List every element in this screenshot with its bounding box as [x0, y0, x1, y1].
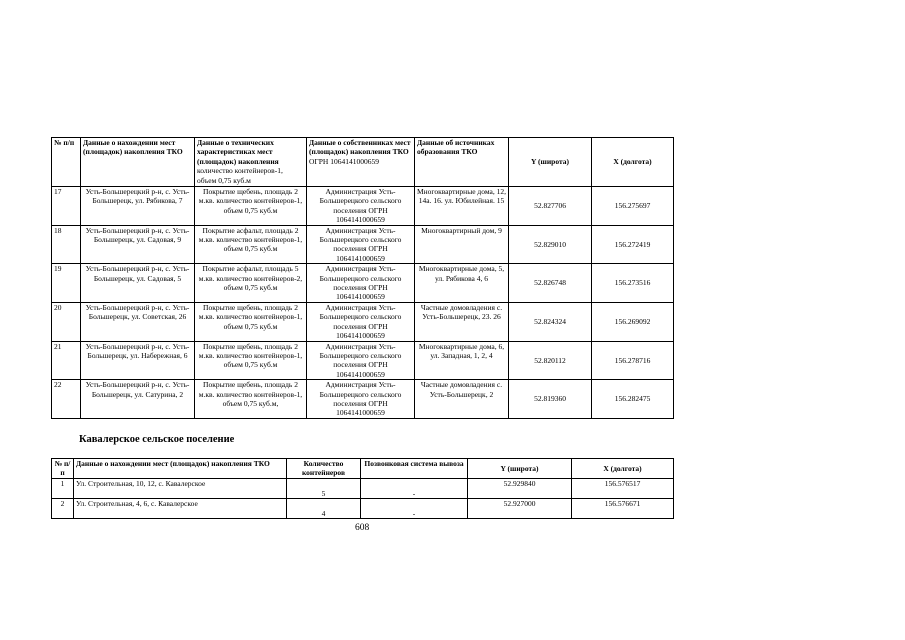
cell-owners: Администрация Усть-Большерецкого сельского поселения ОГРН 1064141000659: [307, 264, 415, 303]
cell-lat: 52.824324: [509, 302, 592, 341]
header-tech-label: Данные о технических характеристиках мест (площадок) накопления: [197, 138, 279, 166]
cell-location: Ул. Строительная, 10, 12, с. Кавалерское: [74, 479, 287, 499]
cell-tech: Покрытие щебень, площадь 2 м.кв. количество контейнеров-1, объем 0,75 куб.м: [195, 302, 307, 341]
cell-tech: Покрытие асфальт, площадь 5 м.кв. количество контейнеров-2, объем 0,75 куб.м: [195, 264, 307, 303]
table-row: [52, 479, 674, 499]
cell-lon: 156.275697: [592, 187, 674, 226]
table-header-row: [52, 138, 674, 187]
page-number: 608: [355, 523, 370, 533]
cell-num: 17: [52, 187, 81, 226]
cell-location: Усть-Большерецкий р-н, с. Усть-Большерецк, ул. Сатурина, 2: [81, 380, 195, 419]
table-row: [52, 187, 674, 226]
header-lat: Y (широта): [509, 138, 592, 187]
header-lat: Y (широта): [468, 459, 572, 479]
cell-num: 1: [52, 479, 74, 499]
cell-system: -: [361, 479, 468, 499]
cell-tech: Покрытие щебень, площадь 2 м.кв. количество контейнеров-1, объем 0,75 куб.м: [195, 187, 307, 226]
cell-num: 2: [52, 499, 74, 519]
cell-num: 19: [52, 264, 81, 303]
cell-lat: 52.827706: [509, 187, 592, 226]
cell-location: Усть-Большерецкий р-н, с. Усть-Большерецк, ул. Садовая, 5: [81, 264, 195, 303]
cell-location: Усть-Большерецкий р-н, с. Усть-Большерецк, ул. Советская, 26: [81, 302, 195, 341]
cell-location: Усть-Большерецкий р-н, с. Усть-Большерецк, ул. Садовая, 9: [81, 225, 195, 264]
header-location: Данные о нахождении мест (площадок) накопления ТКО: [81, 138, 195, 187]
table-row: [52, 380, 674, 419]
cell-lat: 52.819360: [509, 380, 592, 419]
header-containers: Количество контейнеров: [287, 459, 361, 479]
cell-lon: 156.576671: [572, 499, 674, 519]
cell-owners: Администрация Усть-Большерецкого сельского поселения ОГРН 1064141000659: [307, 187, 415, 226]
cell-owners: Администрация Усть-Большерецкого сельского поселения ОГРН 1064141000659: [307, 380, 415, 419]
cell-tech: Покрытие асфальт, площадь 2 м.кв. количество контейнеров-1, объем 0,75 куб.м: [195, 225, 307, 264]
cell-owners: Администрация Усть-Большерецкого сельского поселения ОГРН 1064141000659: [307, 341, 415, 380]
cell-lon: 156.576517: [572, 479, 674, 499]
header-num: № п/п: [52, 138, 81, 187]
cell-tech: Покрытие щебень, площадь 2 м.кв. количество контейнеров-1, объем 0,75 куб.м: [195, 341, 307, 380]
cell-sources: Многоквартирные дома, 6, ул. Западная, 1, 2, 4: [415, 341, 509, 380]
table-row: [52, 225, 674, 264]
cell-sources: Частные домовладения с. Усть-Большерецк, 2: [415, 380, 509, 419]
table-row: [52, 341, 674, 380]
cell-lat: 52.929840: [468, 479, 572, 499]
header-sources: Данные об источниках образования ТКО: [415, 138, 509, 187]
cell-num: 22: [52, 380, 81, 419]
cell-location: Усть-Большерецкий р-н, с. Усть-Большерецк, ул. Набережная, 6: [81, 341, 195, 380]
cell-sources: Многоквартирные дома, 5, ул. Рябикова 4, 6: [415, 264, 509, 303]
tech-continuation: количество контейнеров-1, объем 0,75 куб.м: [197, 166, 283, 185]
cell-lat: 52.829010: [509, 225, 592, 264]
header-owners-label: Данные о собственниках мест (площадок) накопления ТКО: [309, 138, 411, 157]
cell-location: Усть-Большерецкий р-н, с. Усть-Большерецк, ул. Рябикова, 7: [81, 187, 195, 226]
collection-sites-table: [51, 137, 674, 419]
section-title: Кавалерское сельское поселение: [79, 434, 235, 445]
cell-location: Ул. Строительная, 4, 6, с. Кавалерское: [74, 499, 287, 519]
cell-containers: 4: [287, 499, 361, 519]
header-system: Позвонковая система вывоза: [361, 459, 468, 479]
header-lon: X (долгота): [572, 459, 674, 479]
cell-sources: Многоквартирный дом, 9: [415, 225, 509, 264]
table-header-row: [52, 459, 674, 479]
cell-num: 18: [52, 225, 81, 264]
cell-lon: 156.269092: [592, 302, 674, 341]
cell-num: 21: [52, 341, 81, 380]
cell-owners: Администрация Усть-Большерецкого сельского поселения ОГРН 1064141000659: [307, 225, 415, 264]
header-owners: [307, 138, 415, 187]
cell-lat: 52.826748: [509, 264, 592, 303]
cell-owners: Администрация Усть-Большерецкого сельского поселения ОГРН 1064141000659: [307, 302, 415, 341]
table-row: [52, 302, 674, 341]
cell-system: -: [361, 499, 468, 519]
cell-sources: Многоквартирные дома, 12, 14а. 16. ул. Юбилейная. 15: [415, 187, 509, 226]
header-tech: [195, 138, 307, 187]
cell-tech: Покрытие щебень, площадь 2 м.кв. количество контейнеров-1, объем 0,75 куб.м,: [195, 380, 307, 419]
kavalerskoe-sites-table: [51, 458, 674, 519]
cell-lon: 156.278716: [592, 341, 674, 380]
cell-num: 20: [52, 302, 81, 341]
header-num: № п/п: [52, 459, 74, 479]
table-row: [52, 499, 674, 519]
header-location: Данные о нахождении мест (площадок) накопления ТКО: [74, 459, 287, 479]
cell-lon: 156.273516: [592, 264, 674, 303]
table-row: [52, 264, 674, 303]
cell-lon: 156.272419: [592, 225, 674, 264]
cell-containers: 5: [287, 479, 361, 499]
cell-sources: Частные домовладения с. Усть-Большерецк, 23. 26: [415, 302, 509, 341]
cell-lat: 52.927000: [468, 499, 572, 519]
cell-lat: 52.820112: [509, 341, 592, 380]
owners-continuation: ОГРН 1064141000659: [309, 156, 379, 166]
header-lon: X (долгота): [592, 138, 674, 187]
cell-lon: 156.282475: [592, 380, 674, 419]
